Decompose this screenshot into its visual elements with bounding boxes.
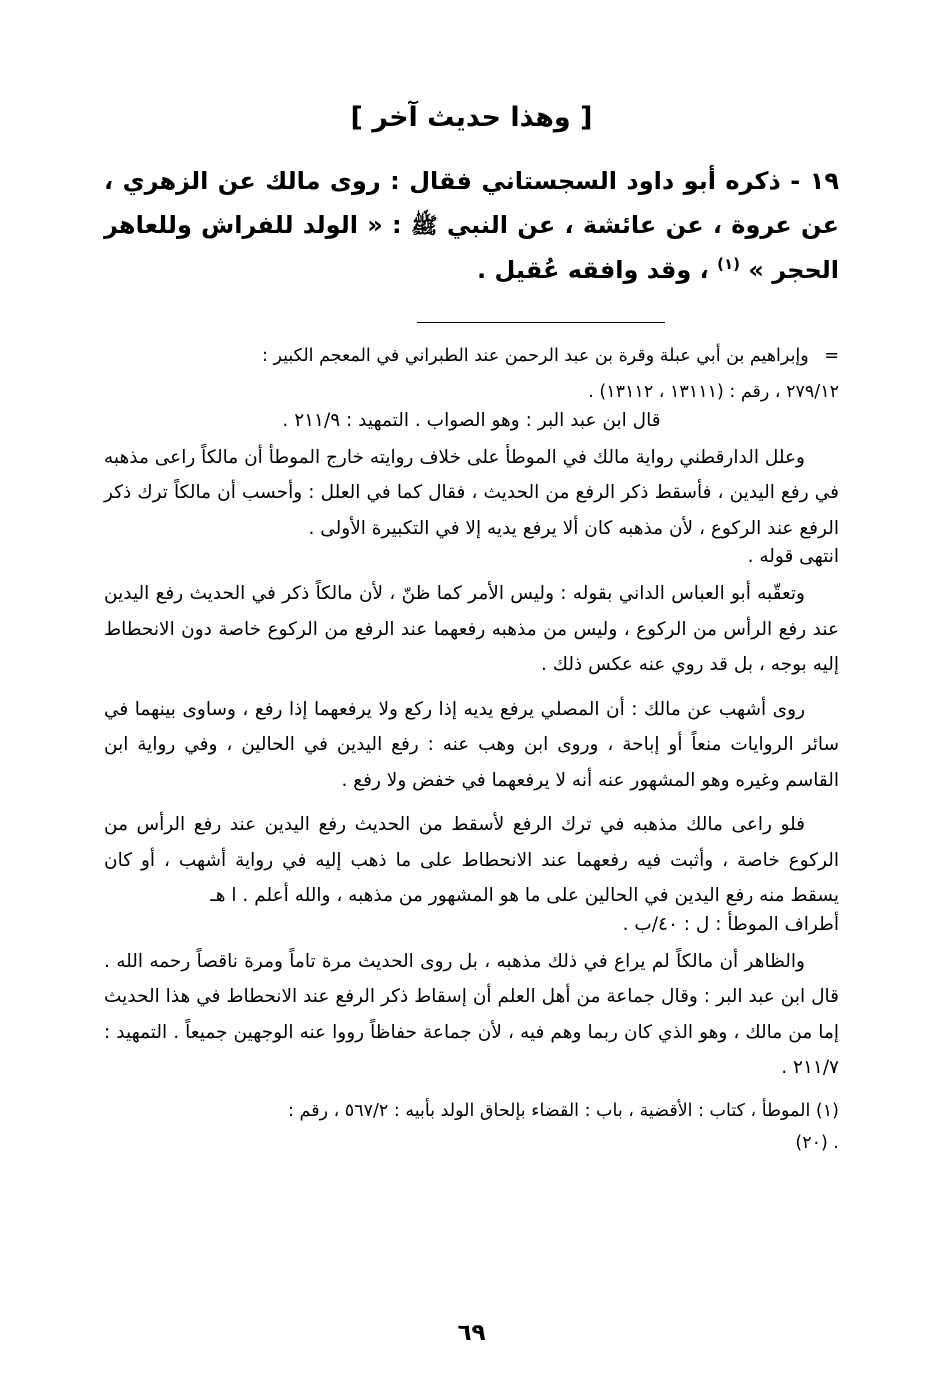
paragraph-5-tail: أطراف الموطأ : ل : ٤٠/ب . <box>622 913 839 935</box>
paragraph-2-tail: انتهى قوله . <box>747 546 839 568</box>
page-number: ٦٩ <box>457 1320 486 1346</box>
continuation-marker: = <box>824 346 839 367</box>
footnote-continued-text-1: وإبراهيم بن أبي عبلة وقرة بن عبد الرحمن عند الطبراني في المعجم الكبير : <box>261 346 809 367</box>
entry-line-2-prefix: عروة ، عن عائشة ، عن النبي <box>446 211 792 240</box>
footnote-continued-line-2: ٢٧٩/١٢ ، رقم : (١٣١١١ ، ١٣١١٢) . <box>588 381 839 402</box>
footnote-divider <box>417 322 665 323</box>
entry-number: ١٩ - <box>790 167 839 195</box>
paragraph-6: والظاهر أن مالكاً لم يراع في ذلك مذهبه ، بل روى الحديث مرة تاماً ومرة ناقصاً رحمه الله . قال ابن عبد البر : وقال جماعة من أهل العلم أن إسقاط ذكر الرفع عند الانحطاط في هذا الحديث إما من مالك ، وهو الذي كان ربما وهم فيه ، لأن جماعة حفاظاً رووا عنه الوجهين جميعاً . التمهيد : ٢١١/٧ . <box>104 950 839 1079</box>
entry-footnote-marker: (١) <box>717 255 741 274</box>
footnote-continued-block <box>104 341 839 407</box>
paragraph-4: روى أشهب عن مالك : أن المصلي يرفع يديه إذا ركع ولا يرفعهما إذا رفع ، وساوى بينهما في سائر الروايات منعاً أو إباحة ، وروى ابن وهب عنه : رفع اليدين في الحالين ، وفي رواية ابن القاسم وغيره وهو المشهور عنه أنه لا يرفعهما في خفض ولا رفع . <box>104 698 839 791</box>
entry-line-3: وقد وافقه عُقيل . <box>477 256 692 285</box>
paragraph-1: قال ابن عبد البر : وهو الصواب . التمهيد : ٢١١/٩ . <box>282 409 661 431</box>
entry-line-1: ذكره أبو داود السجستاني فقال : روى مالك عن الزهري ، عن <box>104 167 839 240</box>
footnote-bottom-line-1: (١) الموطأ ، كتاب : الأقضية ، باب : القضاء بإلحاق الولد بأبيه : ٥٦٧/٢ ، رقم : <box>288 1101 839 1121</box>
paragraph-3: وتعقّبه أبو العباس الداني بقوله : وليس الأمر كما ظنّ ، لأن مالكاً ذكر في الحديث رفع اليدين عند رفع الرأس من الركوع ، وليس من مذهبه رفعهما عند الرفع من الركوع خاصة دون الانحطاط إليه بوجه ، بل قد روي عنه عكس ذلك . <box>104 583 839 676</box>
footnote-continued-line-1 <box>104 341 839 372</box>
pbuh-symbol-icon: ﷺ <box>410 214 438 240</box>
main-entry <box>104 159 839 292</box>
footnote-bottom-line-2: . (٢٠) <box>795 1132 839 1153</box>
footnote-bottom-block <box>104 1096 839 1159</box>
entry-line-2-suffix: ، <box>699 256 709 285</box>
paragraph-2: وعلل الدارقطني رواية مالك في الموطأ على خلاف روايته خارج الموطأ أن مالكاً راعى مذهبه في رفع اليدين ، فأسقط ذكر الرفع من الحديث ، فقال كما في العلل : وأحسب أن مالكاً ترك ذكر الرفع عند الركوع ، لأن مذهبه كان ألا يرفع يديه إلا في التكبيرة الأولى . <box>104 446 839 539</box>
paragraph-5: فلو راعى مالك مذهبه في ترك الرفع لأسقط من الحديث رفع اليدين عند رفع الرأس من الركوع خاصة ، وأثبت فيه رفعهما عند الانحطاط على ما ذهب إليه في رواية أشهب ، أو كان يسقط منه رفع اليدين في الحالين على ما هو المشهور من مذهبه ، والله أعلم . ا هـ <box>104 814 839 907</box>
page-heading: [ وهذا حديث آخر ] <box>350 102 593 133</box>
entry-hadith-quote: : « الولد للفراش وللعاهر الحجر » <box>104 211 839 285</box>
